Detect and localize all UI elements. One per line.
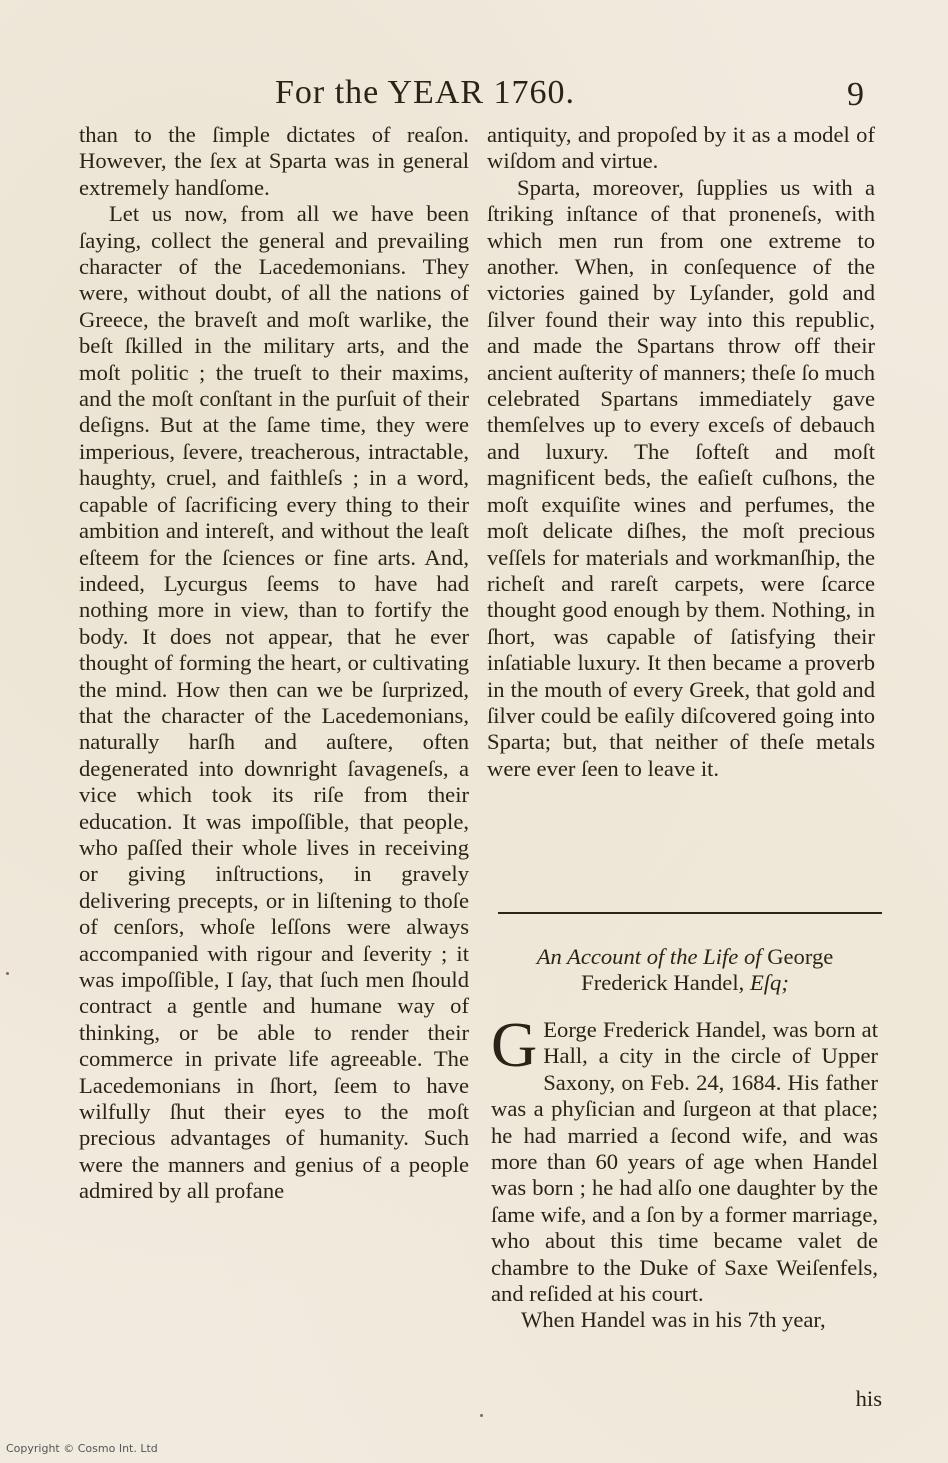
paragraph-text: Eorge Frederick Handel, was born at Hall, a city in the circle of Upper Saxony, on Feb. 24, 1684. His father was a phyſician and ſurgeon at that place; he had married a ſecond wife, and was more than 60 years of age when Handel was born ; he had alſo one daughter by the ſame wife, and a ſon by a former marriage, who about this time became valet de chambre to the Duke of Saxe Weiſenfels, and reſided at his court. bbox=[491, 1017, 878, 1307]
drop-cap: G bbox=[491, 1009, 538, 1080]
article-body bbox=[491, 1009, 878, 1334]
paragraph: When Handel was in his 7th year, bbox=[521, 1307, 826, 1333]
article-title bbox=[495, 944, 875, 996]
paper-speck bbox=[480, 1414, 483, 1417]
left-column bbox=[79, 122, 469, 1205]
page-number: 9 bbox=[847, 76, 864, 113]
paragraph: antiquity, and propoſed by it as a model of wiſdom and virtue. bbox=[487, 122, 875, 174]
copyright-watermark: Copyright © Cosmo Int. Ltd bbox=[6, 1442, 158, 1455]
paper-speck bbox=[6, 972, 9, 975]
section-divider bbox=[498, 912, 882, 914]
article-title-italic: An Account of the Life of bbox=[536, 944, 762, 969]
paragraph: Sparta, moreover, ſupplies us with a ſtriking inſtance of that proneneſs, with which men run from one extreme to another. When, in conſequence of the victories gained by Lyſander, gold and ſilver found their way into this republic, and made the Spartans throw off their ancient auſterity of manners; theſe ſo much celebrated Spartans immediately gave themſelves up to every exceſs of debauch and luxury. The ſofteſt and moſt magnificent beds, the eaſieſt cuſhons, the moſt exquiſite wines and perfumes, the moſt delicate diſhes, the moſt precious veſſels for materials and workmanſhip, the richeſt and rareſt carpets, were ſcarce thought good enough by them. Nothing, in ſhort, was capable of ſatisfying their inſatiable luxury. It then became a proverb in the mouth of every Greek, that gold and ſilver could be eaſily diſcovered going into Sparta; but, that neither of theſe metals were ever ſeen to leave it. bbox=[487, 174, 875, 781]
catchword: his bbox=[855, 1386, 882, 1411]
article-title-name: George bbox=[767, 944, 834, 969]
article-title-name: Frederick Handel, bbox=[581, 970, 745, 995]
paragraph bbox=[491, 1009, 878, 1307]
paragraph: than to the ſimple dictates of reaſon. However, the ſex at Sparta was in general extremely handſome. bbox=[79, 122, 469, 200]
running-header bbox=[275, 74, 875, 120]
paragraph: Let us now, from all we have been ſaying, collect the general and prevailing character of the Lacedemonians. They were, without doubt, of all the nations of Greece, the braveſt and moſt warlike, the beſt ſkilled in the military arts, and the moſt politic ; the trueſt to their maxims, and the moſt conſtant in the purſuit of their deſigns. But at the ſame time, they were imperious, ſevere, treacherous, intractable, haughty, cruel, and faithleſs ; in a word, capable of ſacrificing every thing to their ambition and intereſt, and without the leaſt eſteem for the ſciences or fine arts. And, indeed, Lycurgus ſeems to have had nothing more in view, than to fortify the body. It does not appear, that he ever thought of forming the heart, or cultivating the mind. How then can we be ſurprized, that the character of the Lacedemonians, naturally harſh and auſtere, often degenerated into downright ſavageneſs, a vice which took its riſe from their education. It was impoſſible, that people, who paſſed their whole lives in receiving or giving inſtructions, in gravely delivering precepts, or in liſtening to thoſe of cenſors, whoſe leſſons were always accompanied with rigour and ſeverity ; it was impoſſible, I ſay, that ſuch men ſhould contract a gentle and humane way of thinking, or be able to render their commerce in private life agreeable. The Lacedemonians in ſhort, ſeem to have wilfully ſhut their eyes to the moſt precious advantages of humanity. Such were the manners and genius of a people admired by all profane bbox=[79, 201, 469, 1204]
right-column bbox=[487, 122, 875, 782]
article-title-honorific: Eſq; bbox=[749, 970, 789, 995]
running-head: For the YEAR 1760. bbox=[275, 74, 576, 111]
